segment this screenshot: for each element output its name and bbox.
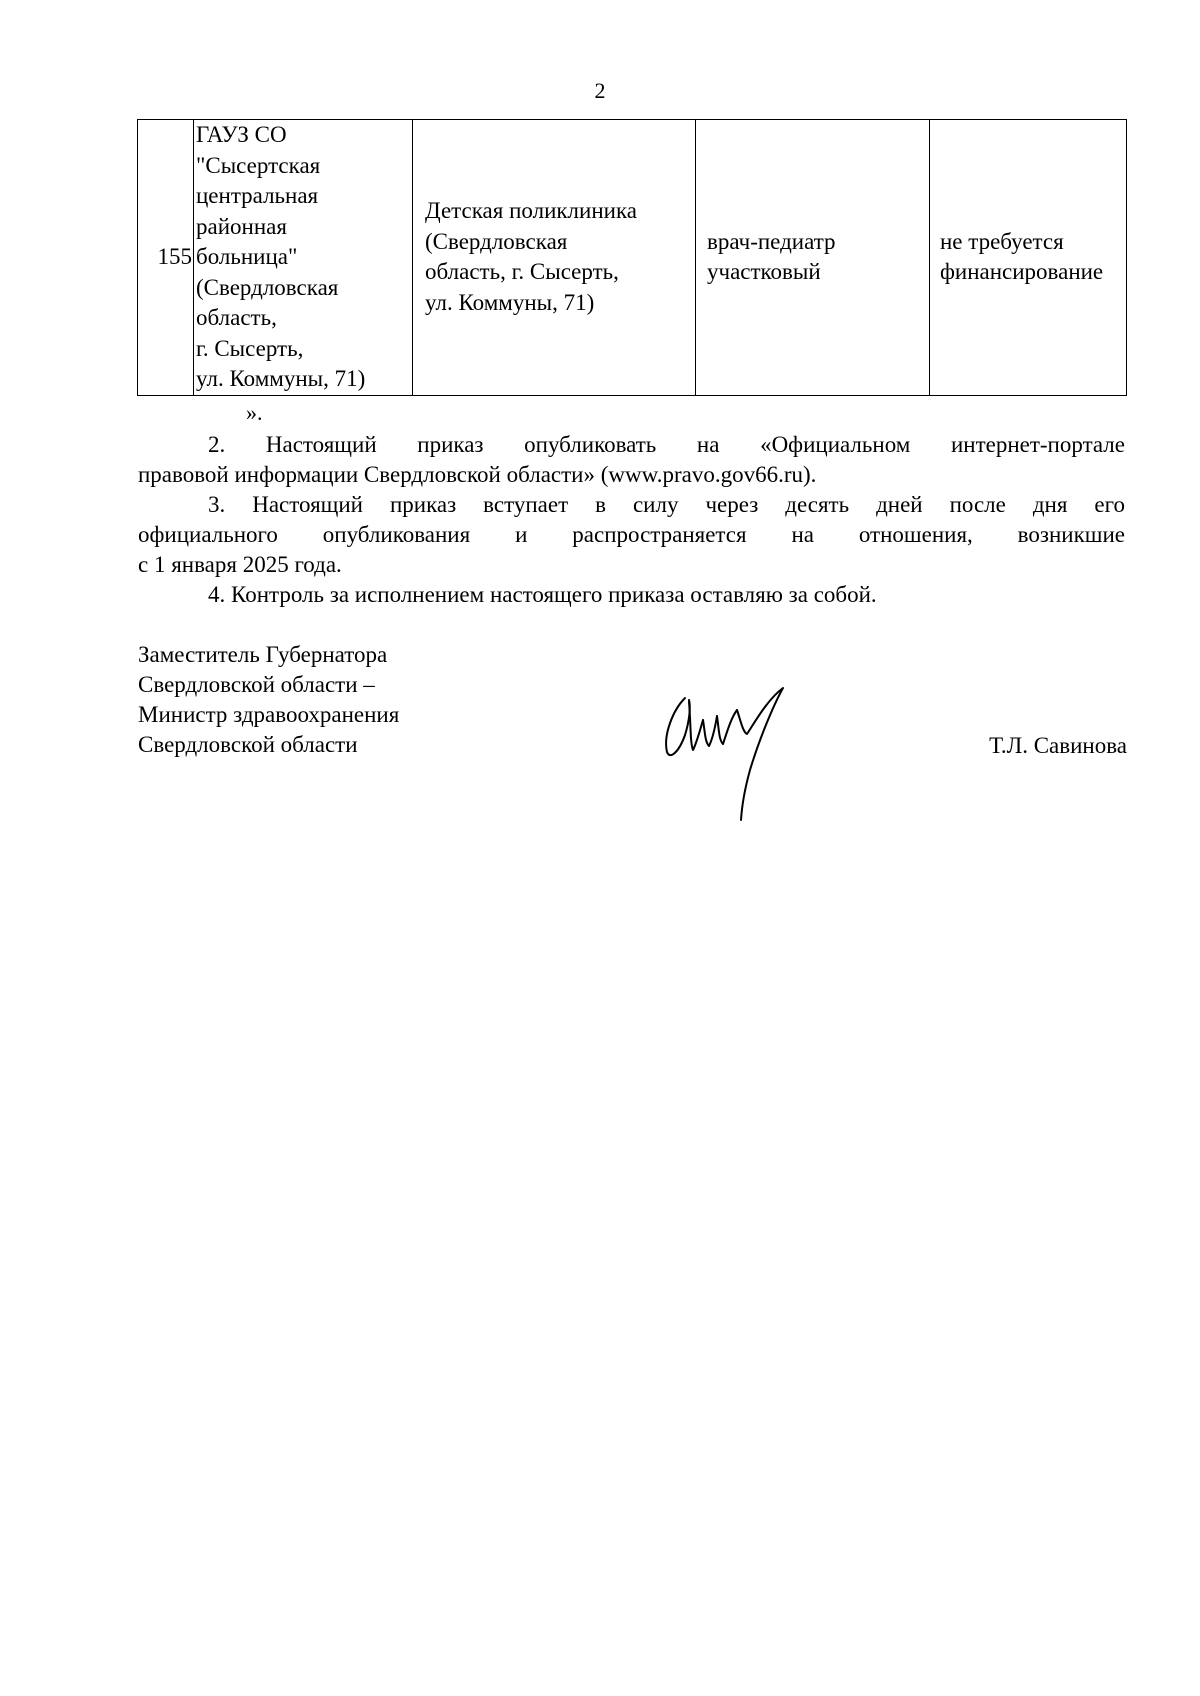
- row-number-cell: 155: [138, 120, 194, 396]
- paragraph-line: 2. Настоящий приказ опубликовать на «Официальном интернет-портале: [208, 432, 1125, 457]
- signer-name: Т.Л. Савинова: [989, 733, 1127, 758]
- organization-line: г. Сысерть,: [196, 335, 304, 361]
- signatory-title: [138, 640, 399, 760]
- organization-line: районная: [196, 213, 287, 239]
- position-cell: [696, 120, 930, 396]
- page-number: 2: [594, 78, 606, 103]
- signatory-title-line: Заместитель Губернатора: [138, 642, 388, 667]
- paragraph-line: официального опубликования и распространяется на отношения, возникшие: [138, 522, 1125, 547]
- paragraph-2: [138, 430, 1125, 490]
- position-line: врач-педиатр: [707, 228, 836, 254]
- paragraph-3: [138, 490, 1125, 580]
- position-line: участковый: [707, 259, 821, 285]
- paragraph-line: 3. Настоящий приказ вступает в силу через десять дней после дня его: [208, 492, 1125, 517]
- organization-line: ГАУЗ СО: [196, 122, 287, 147]
- organization-line: область,: [196, 305, 277, 330]
- signatory-title-line: Свердловской области –: [138, 672, 375, 697]
- closing-quote: ».: [246, 400, 263, 425]
- paragraph-line: 4. Контроль за исполнением настоящего приказа оставляю за собой.: [208, 582, 877, 607]
- organization-line: (Свердловская: [196, 274, 339, 300]
- unit-line: ул. Коммуны, 71): [425, 289, 595, 315]
- unit-cell: [413, 120, 696, 396]
- paragraph-line: с 1 января 2025 года.: [138, 552, 342, 577]
- paragraph-4: [138, 580, 1125, 610]
- organization-line: ул. Коммуны, 71): [196, 366, 366, 391]
- unit-line: область, г. Сысерть,: [425, 259, 619, 285]
- organization-line: "Сысертская: [196, 152, 321, 178]
- financing-line: не требуется: [940, 228, 1064, 254]
- paragraph-line: правовой информации Свердловской области» (www.pravo.gov66.ru).: [138, 462, 817, 487]
- handwritten-signature-icon: [655, 680, 805, 825]
- signatory-title-line: Свердловской области: [138, 732, 358, 757]
- unit-line: (Свердловская: [425, 228, 568, 254]
- unit-line: Детская поликлиника: [425, 198, 637, 224]
- table-row: [138, 120, 1127, 396]
- organization-line: больница": [196, 244, 298, 269]
- organization-cell: [194, 120, 413, 396]
- financing-line: финансирование: [940, 259, 1104, 285]
- signatory-title-line: Министр здравоохранения: [138, 702, 400, 727]
- registry-table: [137, 119, 1127, 396]
- financing-cell: [930, 120, 1127, 396]
- organization-line: центральная: [196, 183, 319, 208]
